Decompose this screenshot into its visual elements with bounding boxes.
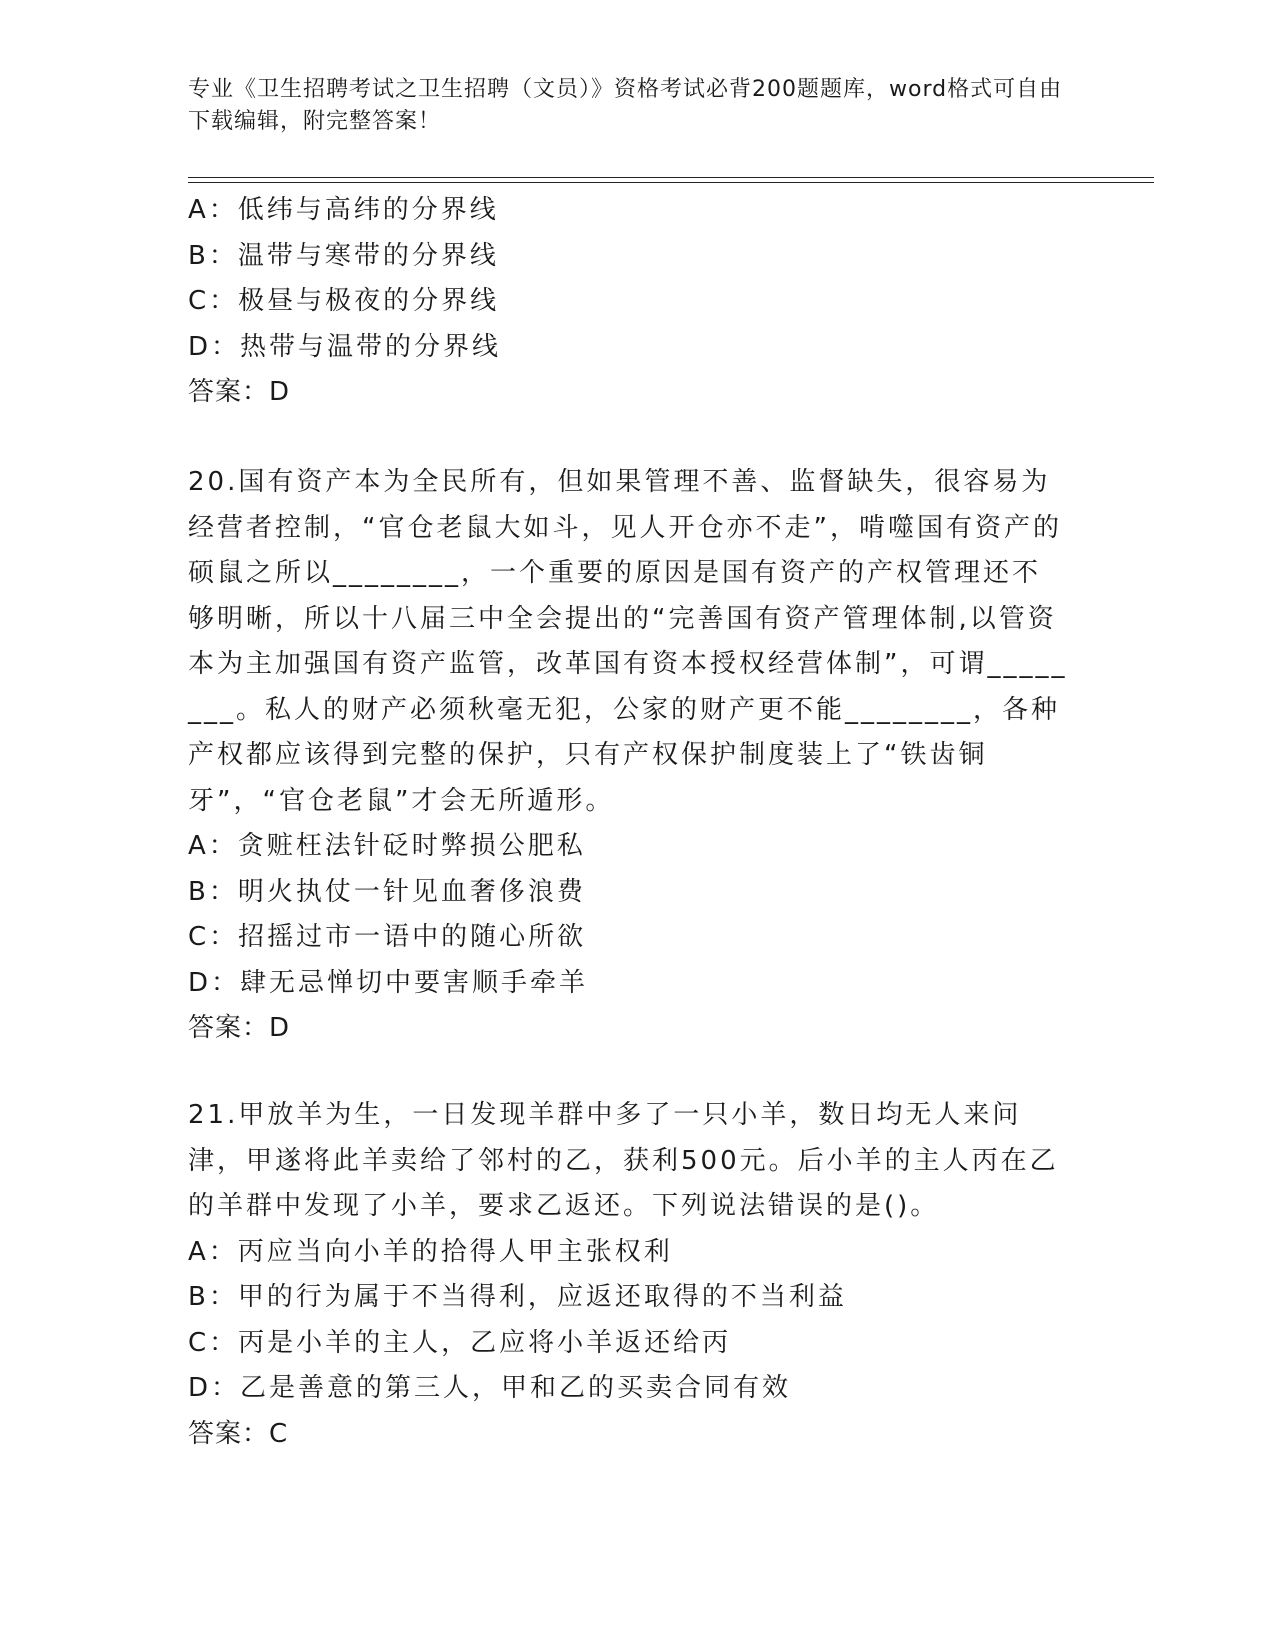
answer-line: 答案：C bbox=[188, 1418, 289, 1449]
question-text: 20.国有资产本为全民所有，但如果管理不善、监督缺失，很容易为经营者控制，“官仓老鼠大如斗，见人开仓亦不走”，啃噬国有资产的硕鼠之所以________，一个重要的原因是国有资产的产权管理还不够明晰，所以十八届三中全会提出的“完善国有资产管理体制,以管资本为主加强国有资产监管，改革国有资本授权经营体制”，可谓________。私人的财产必须秋毫无犯，公家的财产更不能________，各种产权都应该得到完整的保护，只有产权保护制度装上了“铁齿铜牙”，“官仓老鼠”才会无所遁形。 bbox=[188, 467, 1068, 816]
option-b: B：温带与寒带的分界线 bbox=[188, 240, 499, 271]
option-a: A：低纬与高纬的分界线 bbox=[188, 195, 499, 225]
question-block-19 bbox=[188, 188, 1068, 416]
option-a: A：丙应当向小羊的拾得人甲主张权利 bbox=[188, 1236, 673, 1267]
question-block-21 bbox=[188, 1093, 1068, 1457]
option-d: D：乙是善意的第三人，甲和乙的买卖合同有效 bbox=[188, 1373, 792, 1403]
question-block-20 bbox=[188, 460, 1068, 1052]
option-d: D：肆无忌惮切中要害顺手牵羊 bbox=[188, 967, 589, 998]
option-b: B：明火执仗一针见血奢侈浪费 bbox=[188, 876, 586, 907]
option-a: A：贪赃枉法针砭时弊损公肥私 bbox=[188, 831, 586, 861]
header-divider-bottom bbox=[188, 182, 1154, 183]
option-b: B：甲的行为属于不当得利，应返还取得的不当利益 bbox=[188, 1282, 847, 1312]
question-text: 21.甲放羊为生，一日发现羊群中多了一只小羊，数日均无人来问津，甲遂将此羊卖给了邻村的乙，获利500元。后小羊的主人丙在乙的羊群中发现了小羊，要求乙返还。下列说法错误的是()。 bbox=[188, 1100, 1059, 1221]
answer-line: 答案：D bbox=[188, 1013, 291, 1043]
option-d: D：热带与温带的分界线 bbox=[188, 331, 502, 362]
option-c: C：招摇过市一语中的随心所欲 bbox=[188, 922, 587, 952]
option-c: C：极昼与极夜的分界线 bbox=[188, 286, 500, 316]
option-c: C：丙是小羊的主人，乙应将小羊返还给丙 bbox=[188, 1327, 732, 1358]
document-header: 专业《卫生招聘考试之卫生招聘（文员）》资格考试必背200题题库，word格式可自由下载编辑，附完整答案！ bbox=[188, 77, 1063, 134]
header-divider-top bbox=[188, 177, 1154, 178]
answer-line: 答案：D bbox=[188, 377, 291, 407]
